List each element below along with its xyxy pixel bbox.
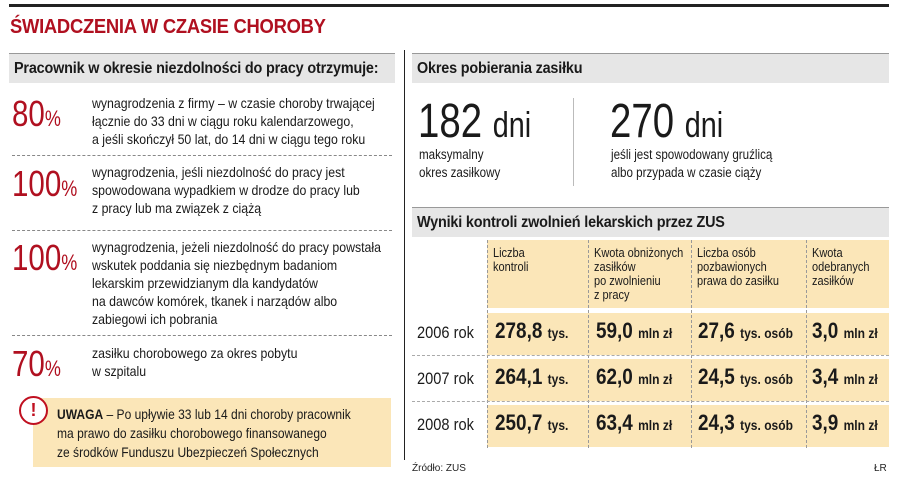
cell-unit: tys. osób: [740, 417, 793, 433]
percent-value: 100: [12, 163, 62, 204]
cell-persons: [698, 364, 793, 390]
benefit-description: [92, 163, 360, 217]
percent-100-accident: [12, 163, 78, 207]
percent-70: [12, 343, 61, 387]
cell-value: 27,6: [698, 318, 735, 343]
column-header-line: zasiłków: [594, 260, 636, 274]
description-line: z pracy lub ma związek z ciążą: [92, 200, 262, 216]
days-value: 270: [610, 95, 675, 148]
page-title: ŚWIADCZENIA W CZASIE CHOROBY: [10, 16, 326, 38]
column-header-line: Liczba: [493, 246, 525, 260]
left-header-text: Pracownik w okresie niezdolności do pracy otrzymuje:: [14, 60, 379, 77]
description-line: wynagrodzenia, jeśli niezdolność do pracy jest: [92, 164, 345, 180]
percent-80: [12, 93, 61, 137]
column-header-line: Kwota obniżonych: [594, 246, 684, 260]
cell-controls: [495, 318, 568, 344]
description-line: łącznie do 33 dni w ciągu roku kalendarzowego,: [92, 113, 354, 129]
percent-100-donor: [12, 237, 78, 281]
cell-persons: [698, 318, 793, 344]
cell-value: 264,1: [495, 364, 543, 389]
row-year: 2006 rok: [417, 323, 474, 342]
description-line: na dawców komórek, tkanek i narządów albo: [92, 293, 338, 309]
percent-sign: %: [61, 250, 78, 275]
cell-value: 24,5: [698, 364, 735, 389]
days-270-caption: [611, 146, 772, 182]
author-initials: ŁR: [874, 463, 887, 474]
cell-unit: tys.: [547, 417, 569, 433]
column-header-persons: [697, 246, 779, 288]
percent-value: 70: [12, 343, 45, 384]
column-header-line: Kwota: [812, 246, 843, 260]
description-line: wynagrodzenia, jeżeli niezdolność do pracy powstała: [92, 239, 382, 255]
description-line: zabiegowi ich pobrania: [92, 311, 218, 327]
column-header-line: po zwolnieniu: [594, 274, 661, 288]
column-divider: [404, 50, 405, 460]
percent-sign: %: [61, 176, 78, 201]
note-line: – Po upływie 33 lub 14 dni choroby pracownik: [103, 406, 351, 422]
days-unit: dni: [684, 104, 724, 145]
cell-value: 250,7: [495, 410, 543, 435]
column-separator: [691, 240, 692, 448]
period-divider: [573, 98, 574, 186]
period-section-header: [412, 53, 889, 83]
description-line: lekarskim przewidzianym dla kandydatów: [92, 275, 318, 291]
note-line: ma prawo do zasiłku chorobowego finansowanego: [57, 425, 327, 441]
caption-line: okres zasiłkowy: [419, 165, 501, 180]
cell-persons: [698, 410, 793, 436]
column-header-line: pozbawionych: [697, 260, 767, 274]
divider: [12, 155, 392, 156]
cell-unit: mln zł: [843, 371, 878, 387]
caption-line: maksymalny: [419, 147, 484, 162]
column-header-line: zasiłków: [812, 274, 854, 288]
column-header-withdrawn: [812, 246, 869, 288]
percent-value: 100: [12, 237, 62, 278]
cell-withdrawn: [812, 364, 878, 390]
column-header-line: Liczba osób: [697, 246, 756, 260]
cell-unit: mln zł: [638, 325, 673, 341]
cell-controls: [495, 410, 568, 436]
exclamation-icon: !: [19, 396, 48, 425]
cell-unit: tys. osób: [740, 325, 793, 341]
column-header-line: kontroli: [493, 260, 529, 274]
description-line: wynagrodzenia z firmy – w czasie choroby trwającej: [92, 95, 375, 111]
percent-sign: %: [44, 106, 61, 131]
note-text: [57, 405, 351, 462]
column-separator: [806, 240, 807, 448]
row-year: 2008 rok: [417, 415, 474, 434]
column-header-line: prawa do zasiłku: [697, 274, 779, 288]
benefit-description: [92, 238, 381, 328]
column-header-reduced: [594, 246, 683, 302]
benefit-description: [92, 344, 297, 380]
left-section-header: [9, 53, 395, 83]
column-separator: [588, 240, 589, 448]
days-182-caption: [419, 146, 500, 182]
column-separator: [487, 240, 488, 448]
row-year: 2007 rok: [417, 369, 474, 388]
cell-unit: tys. osób: [740, 371, 793, 387]
column-header-line: odebranych: [812, 260, 870, 274]
benefit-description: [92, 94, 375, 148]
cell-reduced: [596, 410, 672, 436]
cell-value: 3,0: [812, 318, 839, 343]
divider: [12, 230, 392, 231]
inspection-section-header: [412, 207, 889, 237]
cell-withdrawn: [812, 318, 878, 344]
row-separator: [412, 355, 889, 356]
column-header-controls: [493, 246, 528, 274]
cell-unit: mln zł: [638, 371, 673, 387]
cell-value: 24,3: [698, 410, 735, 435]
note-line: ze środków Funduszu Ubezpieczeń Społecznych: [57, 444, 319, 460]
description-line: wskutek poddania się niezbędnym badaniom: [92, 257, 338, 273]
cell-value: 278,8: [495, 318, 543, 343]
days-value: 182: [418, 95, 483, 148]
days-unit: dni: [492, 104, 532, 145]
cell-value: 3,4: [812, 364, 839, 389]
cell-value: 63,4: [596, 410, 633, 435]
description-line: spowodowana wypadkiem w drodze do pracy lub: [92, 182, 360, 198]
note-label: UWAGA: [57, 406, 104, 422]
cell-unit: tys.: [547, 371, 569, 387]
cell-reduced: [596, 318, 672, 344]
cell-value: 62,0: [596, 364, 633, 389]
cell-unit: mln zł: [843, 417, 878, 433]
cell-reduced: [596, 364, 672, 390]
days-182: [418, 95, 532, 149]
top-rule: [9, 4, 889, 7]
column-header-line: z pracy: [594, 288, 630, 302]
percent-sign: %: [44, 356, 61, 381]
cell-value: 3,9: [812, 410, 839, 435]
inspection-header-text: Wyniki kontroli zwolnień lekarskich przez ZUS: [417, 214, 725, 231]
cell-unit: mln zł: [638, 417, 673, 433]
row-separator: [412, 401, 889, 402]
percent-value: 80: [12, 93, 45, 134]
period-header-text: Okres pobierania zasiłku: [417, 60, 583, 77]
days-270: [610, 95, 724, 149]
caption-line: albo przypada w czasie ciąży: [611, 165, 762, 180]
cell-withdrawn: [812, 410, 878, 436]
cell-controls: [495, 364, 568, 390]
cell-unit: tys.: [547, 325, 569, 341]
divider: [12, 335, 392, 336]
description-line: w szpitalu: [92, 363, 147, 379]
source-note: Źródło: ZUS: [412, 463, 466, 474]
cell-value: 59,0: [596, 318, 633, 343]
description-line: zasiłku chorobowego za okres pobytu: [92, 345, 298, 361]
cell-unit: mln zł: [843, 325, 878, 341]
caption-line: jeśli jest spowodowany gruźlicą: [611, 147, 773, 162]
description-line: a jeśli skończył 50 lat, do 14 dni w ciągu tego roku: [92, 131, 366, 147]
